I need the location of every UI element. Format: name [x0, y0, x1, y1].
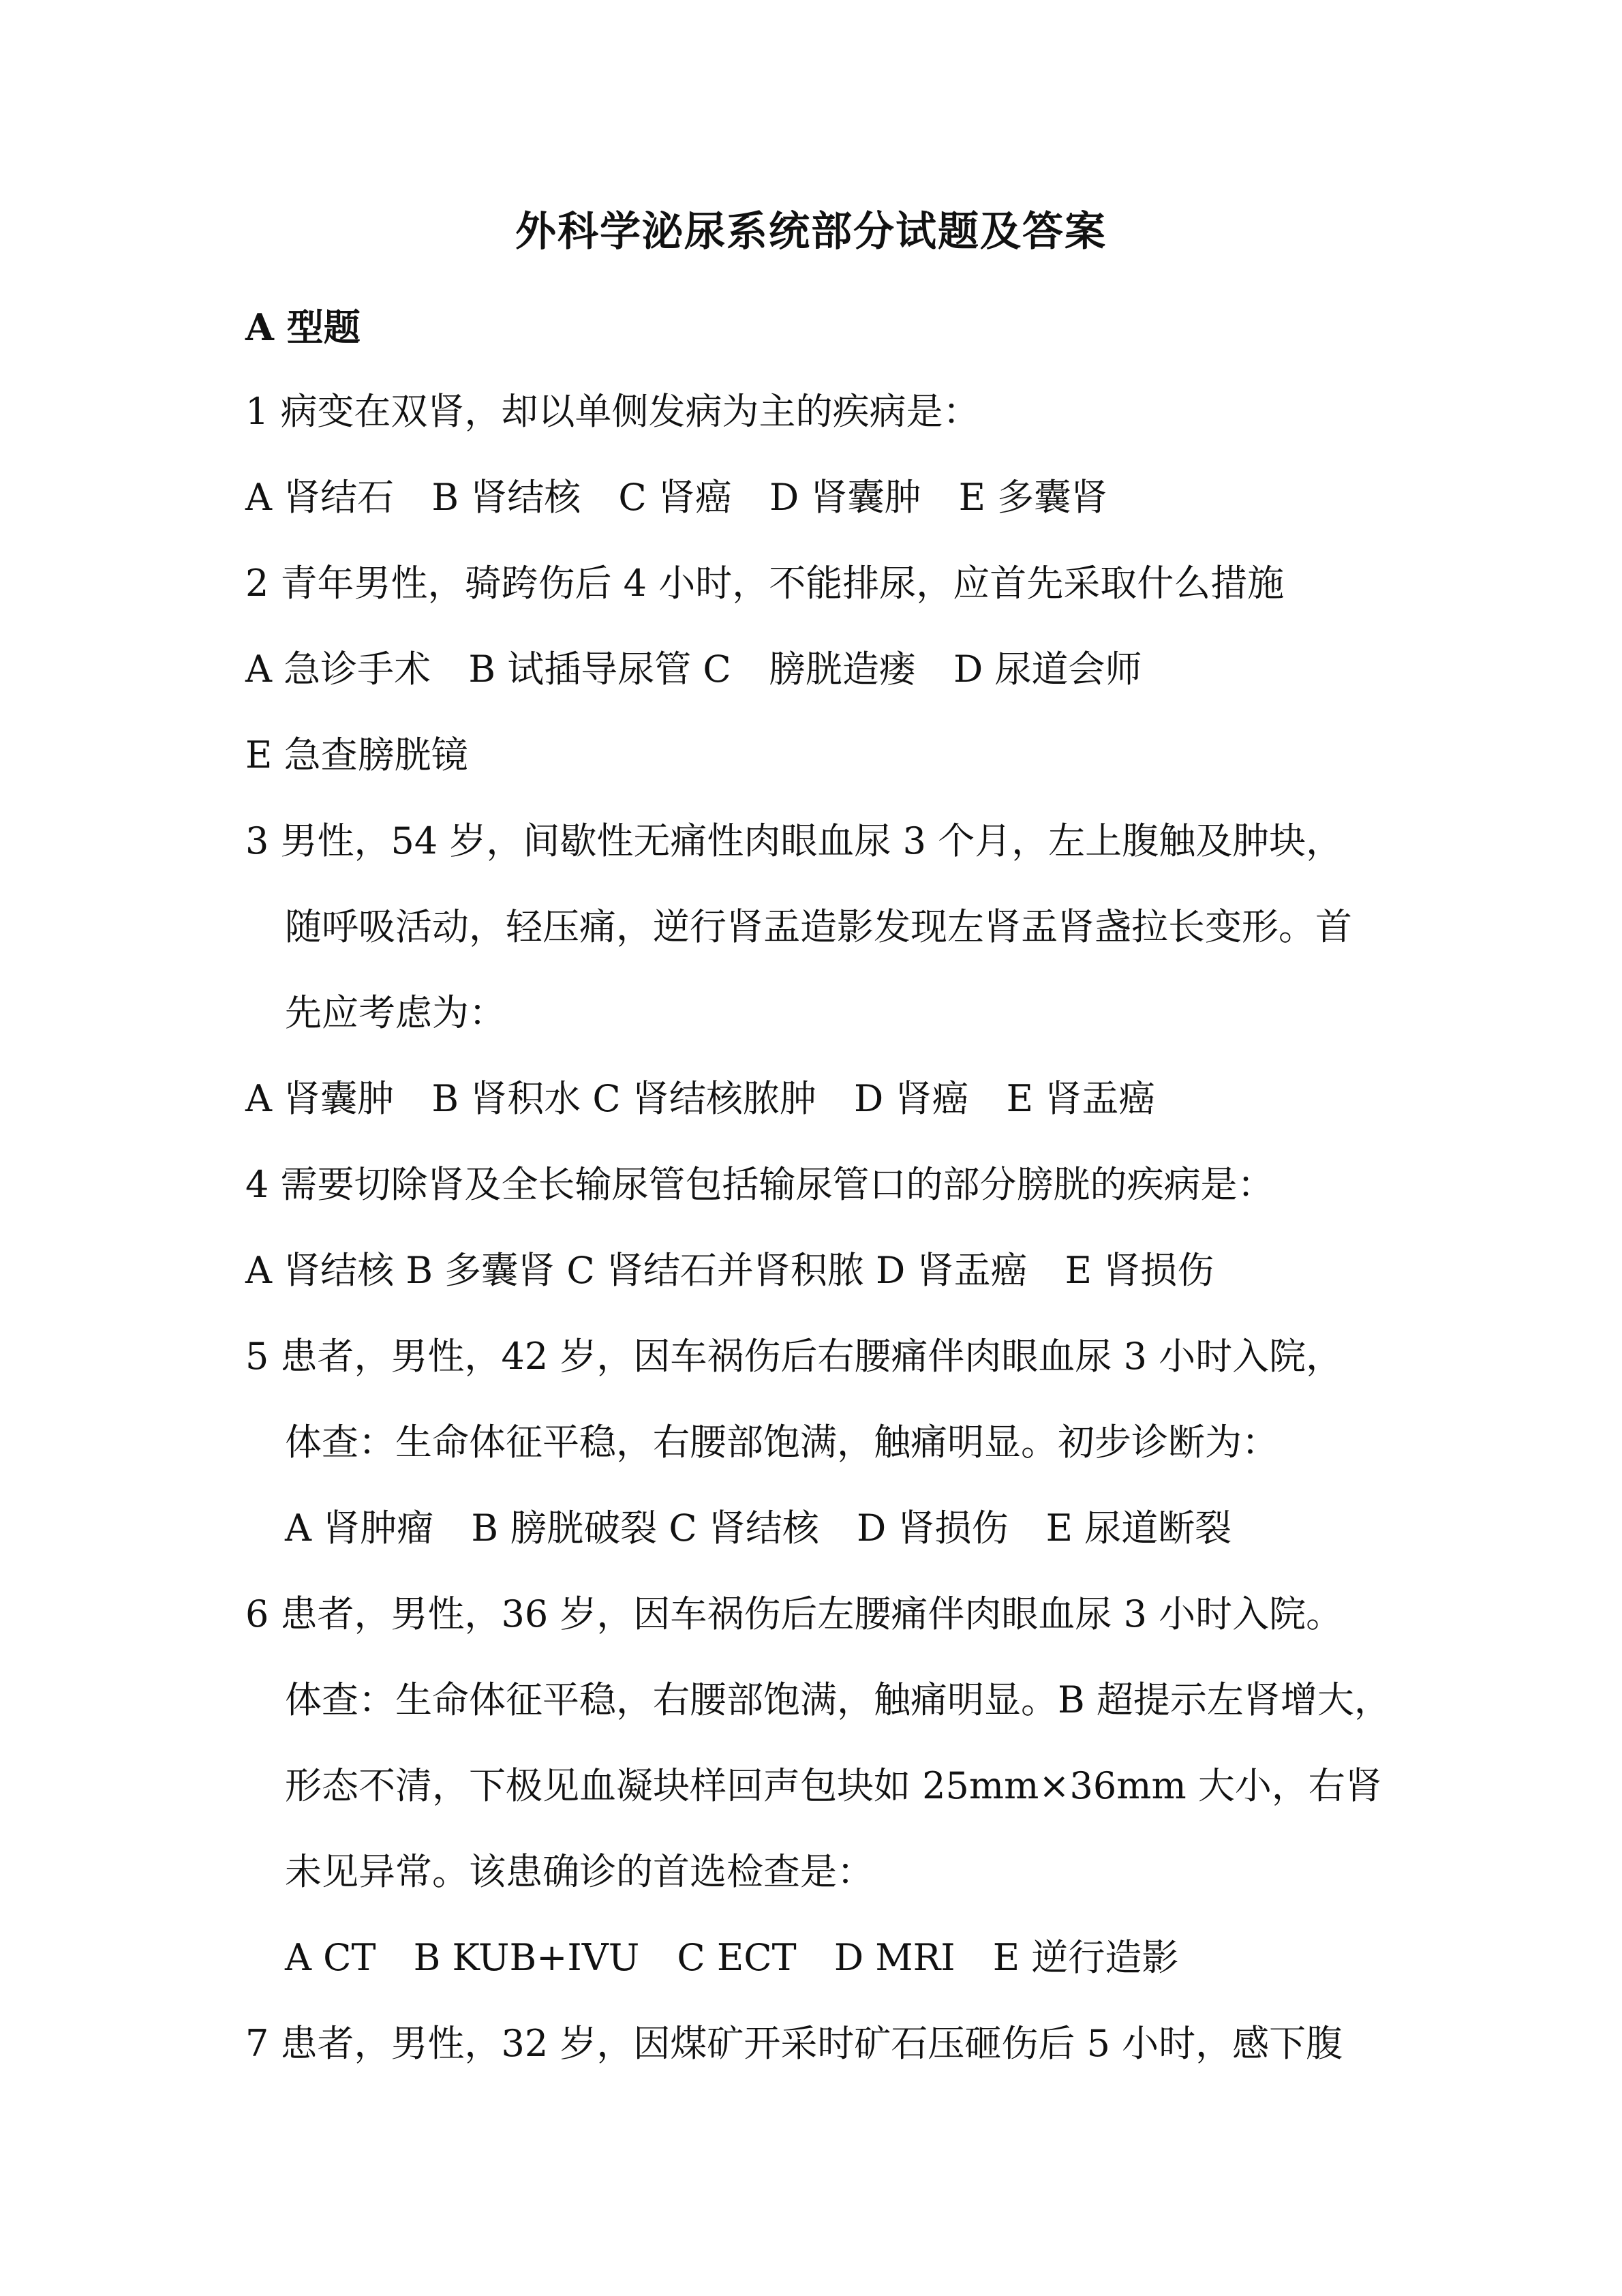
question-2-stem: 2 青年男性，骑跨伤后 4 小时，不能排尿，应首先采取什么措施 [245, 562, 1285, 605]
option-a: A 肾肿瘤 [285, 1507, 434, 1550]
question-2-option-e: E 急查膀胱镜 [245, 734, 468, 776]
option-e: E 肾损伤 [1065, 1249, 1214, 1292]
option-a: A 肾结石 [245, 476, 395, 519]
section-heading: A 型题 [245, 305, 361, 349]
option-e: E 多囊肾 [958, 476, 1108, 519]
option-d: D 肾损伤 [857, 1507, 1009, 1550]
question-3-stem-line-1: 3 男性，54 岁，间歇性无痛性肉眼血尿 3 个月，左上腹触及肿块， [245, 819, 1343, 862]
option-e: E 肾盂癌 [1006, 1077, 1156, 1120]
option-a-to-d: A 肾结核 B 多囊肾 C 肾结石并肾积脓 D 肾盂癌 [245, 1249, 1028, 1292]
option-c: C 肾癌 [618, 476, 732, 519]
option-b: B KUB+IVU [413, 1936, 640, 1979]
question-4-stem: 4 需要切除肾及全长输尿管包括输尿管口的部分膀胱的疾病是： [245, 1163, 1274, 1206]
option-b-c: B 肾积水 C 肾结核脓肿 [431, 1077, 816, 1120]
question-6-stem-line-4: 未见异常。该患确诊的首选检查是： [285, 1850, 874, 1893]
question-5-stem-line-1: 5 患者，男性，42 岁，因车祸伤后右腰痛伴肉眼血尿 3 小时入院， [245, 1335, 1343, 1378]
question-1-options [245, 473, 1107, 522]
question-2-options [245, 645, 1142, 694]
option-b: B 试插导尿管 C [468, 648, 731, 691]
question-1-stem: 1 病变在双肾，却以单侧发病为主的疾病是： [245, 390, 980, 433]
option-a: A 肾囊肿 [245, 1077, 395, 1120]
option-e: E 逆行造影 [992, 1936, 1179, 1979]
option-a: A CT [285, 1936, 376, 1979]
question-4-options [245, 1246, 1214, 1295]
option-c: 膀胱造瘘 [768, 648, 916, 691]
option-d: D 肾癌 [854, 1077, 969, 1120]
option-e: E 尿道断裂 [1045, 1507, 1232, 1550]
page-title: 外科学泌尿系统部分试题及答案 [515, 208, 1107, 256]
question-3-options [245, 1074, 1155, 1123]
question-7-stem-line-1: 7 患者，男性，32 岁，因煤矿开采时矿石压砸伤后 5 小时，感下腹 [245, 2022, 1343, 2065]
question-6-stem-line-3: 形态不清，下极见血凝块样回声包块如 25mm×36mm 大小，右肾 [285, 1764, 1382, 1807]
question-3-stem-line-2: 随呼吸活动，轻压痛，逆行肾盂造影发现左肾盂肾盏拉长变形。首 [285, 905, 1352, 948]
question-6-options [285, 1933, 1178, 1982]
option-b: B 肾结核 [431, 476, 581, 519]
question-3-stem-line-3: 先应考虑为： [285, 991, 506, 1034]
question-6-stem-line-2: 体查：生命体征平稳，右腰部饱满，触痛明显。B 超提示左肾增大， [285, 1678, 1391, 1721]
question-5-stem-line-2: 体查：生命体征平稳，右腰部饱满，触痛明显。初步诊断为： [285, 1421, 1279, 1464]
option-d: D 肾囊肿 [769, 476, 921, 519]
option-d: D MRI [833, 1936, 955, 1979]
option-b-c: B 膀胱破裂 C 肾结核 [471, 1507, 819, 1550]
option-d: D 尿道会师 [953, 648, 1142, 691]
option-c: C ECT [677, 1936, 797, 1979]
question-5-options [285, 1504, 1231, 1553]
question-6-stem-line-1: 6 患者，男性，36 岁，因车祸伤后左腰痛伴肉眼血尿 3 小时入院。 [245, 1592, 1343, 1635]
option-a: A 急诊手术 [245, 648, 431, 691]
